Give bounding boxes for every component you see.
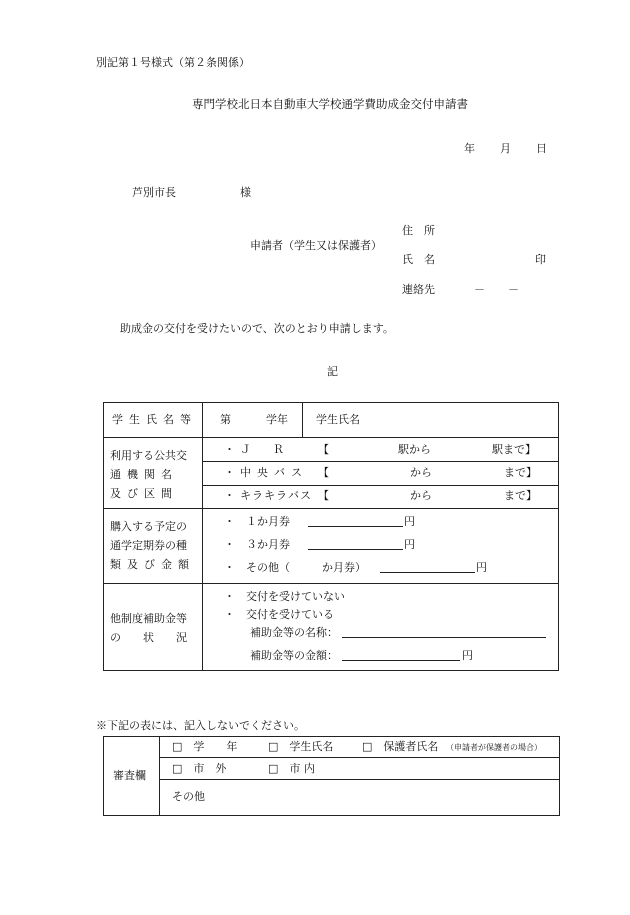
applicant-label: 申請者（学生又は保護者） (250, 239, 382, 252)
grade-prefix: 第 (220, 413, 231, 426)
transport-label-line: 利用する公共交 (110, 449, 187, 462)
transport-label-line: 通機関名 (110, 468, 178, 481)
pass-3month-amount-line (308, 538, 403, 550)
subsidy-none-option: ・ 交付を受けていない (224, 590, 345, 603)
transport-label-line: 及び区間 (110, 487, 178, 500)
review-row-divider (159, 779, 559, 780)
kira-to: まで】 (504, 489, 537, 502)
pass-label-line: 類及び金額 (110, 558, 195, 571)
addressee-honorific: 様 (240, 186, 251, 199)
bus-name: 中央バス (240, 466, 308, 479)
subsidy-amount-line (342, 649, 460, 661)
review-other: その他 (172, 790, 205, 803)
grade-suffix: 学年 (266, 413, 288, 426)
column-divider (202, 402, 203, 670)
subsidy-received-option: ・ 交付を受けている (224, 608, 334, 621)
guardian-note: （申請者が保護者の場合） (446, 743, 542, 752)
pass-1month: ・ １か月券 (224, 515, 290, 528)
date-year-label: 年 (464, 142, 475, 155)
pass-other-amount-line (380, 561, 475, 573)
kira-from: から (410, 489, 432, 502)
address-label: 住 所 (402, 224, 435, 237)
subsidy-name-line (342, 626, 546, 638)
jr-from: 駅から (398, 443, 431, 456)
intro-text: 助成金の交付を受けたいので、次のとおり申請します。 (120, 322, 394, 335)
review-row-divider (159, 757, 559, 758)
check-grade: □ 学 年 (172, 740, 238, 753)
check-student-name: □ 学生氏名 (268, 740, 334, 753)
column-divider (302, 402, 303, 438)
pass-3month: ・ ３か月券 (224, 538, 290, 551)
form-reference: 別記第１号様式（第２条関係） (96, 56, 250, 69)
bus-bullet: ・ (224, 466, 235, 479)
yen-label: 円 (404, 515, 415, 528)
pass-row-label (110, 517, 195, 574)
contact-dash: － (474, 283, 485, 296)
other-label-line: の 状 況 (110, 631, 187, 644)
subsidy-amount-label: 補助金等の金額： (250, 649, 338, 662)
student-name-label: 学生氏名 (316, 413, 360, 426)
other-label-line: 他制度補助金等 (110, 612, 187, 625)
kira-name: キラキラバス (240, 489, 312, 502)
seal-mark: 印 (535, 253, 546, 266)
review-label: 審査欄 (113, 769, 146, 782)
jr-to: 駅まで】 (492, 443, 536, 456)
addressee-name: 芦別市長 (132, 186, 176, 199)
yen-label: 円 (462, 649, 473, 662)
row-divider (202, 485, 558, 486)
pass-1month-amount-line (308, 515, 403, 527)
student-row-label: 学生氏名等 (112, 413, 197, 426)
kira-bracket: 【 (318, 489, 329, 502)
row-divider (202, 461, 558, 462)
pass-other-suffix: か月券） (322, 561, 366, 574)
jr-bracket: 【 (318, 443, 329, 456)
date-day-label: 日 (536, 142, 547, 155)
bus-bracket: 【 (318, 466, 329, 479)
ki-heading: 記 (327, 365, 338, 378)
pass-other-prefix: ・ その他（ (224, 561, 290, 574)
date-month-label: 月 (500, 142, 511, 155)
form-title: 専門学校北日本自動車大学校通学費助成金交付申請書 (192, 97, 468, 111)
row-divider (103, 437, 558, 438)
check-outside-city: □ 市 外 (172, 762, 227, 775)
bus-to: まで】 (504, 466, 537, 479)
name-label: 氏 名 (402, 253, 435, 266)
review-column-divider (159, 736, 160, 815)
review-note: ※下記の表には、記入しないでください。 (96, 719, 305, 732)
yen-label: 円 (404, 538, 415, 551)
row-divider (103, 508, 558, 509)
kira-bullet: ・ (224, 489, 235, 502)
contact-label: 連絡先 (402, 283, 435, 296)
pass-label-line: 購入する予定の (110, 520, 187, 533)
bus-from: から (410, 466, 432, 479)
yen-label: 円 (476, 561, 487, 574)
pass-label-line: 通学定期券の種 (110, 539, 187, 552)
jr-bullet: ・ (224, 443, 235, 456)
transport-row-label (110, 446, 187, 503)
contact-dash: － (508, 283, 519, 296)
subsidy-name-label: 補助金等の名称： (250, 626, 338, 639)
check-guardian-name: □ 保護者氏名 (362, 740, 439, 753)
other-row-label (110, 609, 187, 647)
row-divider (103, 583, 558, 584)
check-inside-city: □ 市 内 (268, 762, 315, 775)
jr-name: Ｊ Ｒ (240, 443, 284, 456)
